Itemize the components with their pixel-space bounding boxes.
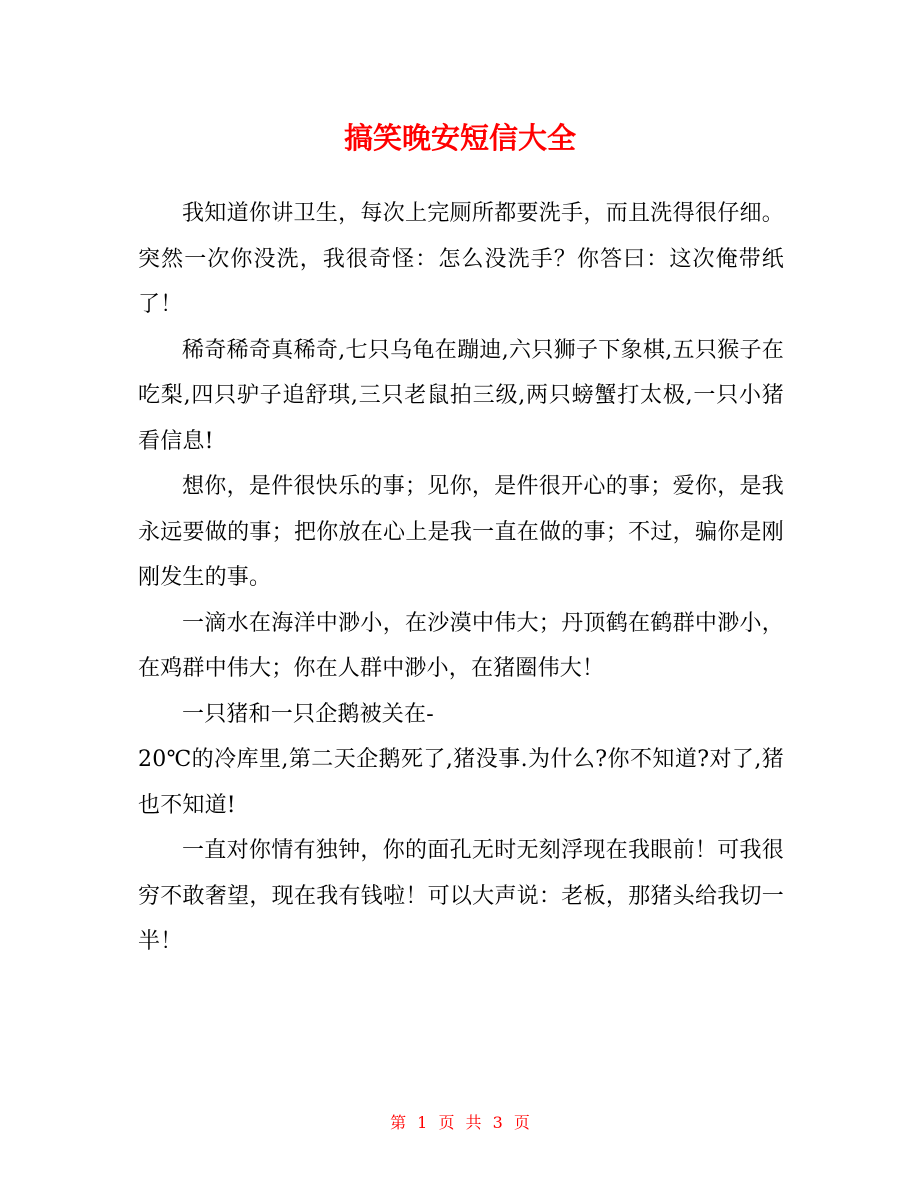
page-number-footer: 第 1 页 共 3 页	[390, 1113, 530, 1132]
document-body	[138, 191, 784, 965]
paragraph-4: 一滴水在海洋中渺小，在沙漠中伟大；丹顶鹤在鹤群中渺小，在鸡群中伟大；你在人群中渺小，在猪圈伟大！	[138, 610, 784, 681]
paragraph-1: 我知道你讲卫生，每次上完厕所都要洗手，而且洗得很仔细。突然一次你没洗，我很奇怪：怎么没洗手？你答曰：这次俺带纸了！	[138, 201, 784, 317]
paragraph-6: 一直对你情有独钟，你的面孔无时无刻浮现在我眼前！可我很穷不敢奢望，现在我有钱啦！可以大声说：老板，那猪头给我切一半！	[138, 838, 784, 954]
paragraph-5: 一只猪和一只企鹅被关在-	[182, 701, 434, 727]
paragraph-5-continuation: 20℃的冷库里,第二天企鹅死了,猪没事.为什么?你不知道?对了,猪也不知道!	[138, 747, 784, 818]
paragraph-3: 想你，是件很快乐的事；见你，是件很开心的事；爱你，是我永远要做的事；把你放在心上是我一直在做的事；不过，骗你是刚刚发生的事。	[138, 474, 784, 590]
document-title: 搞笑晚安短信大全	[343, 121, 576, 155]
paragraph-2: 稀奇稀奇真稀奇,七只乌龟在蹦迪,六只狮子下象棋,五只猴子在吃梨,四只驴子追舒琪,三只老鼠拍三级,两只螃蟹打太极,一只小猪看信息!	[138, 337, 784, 454]
